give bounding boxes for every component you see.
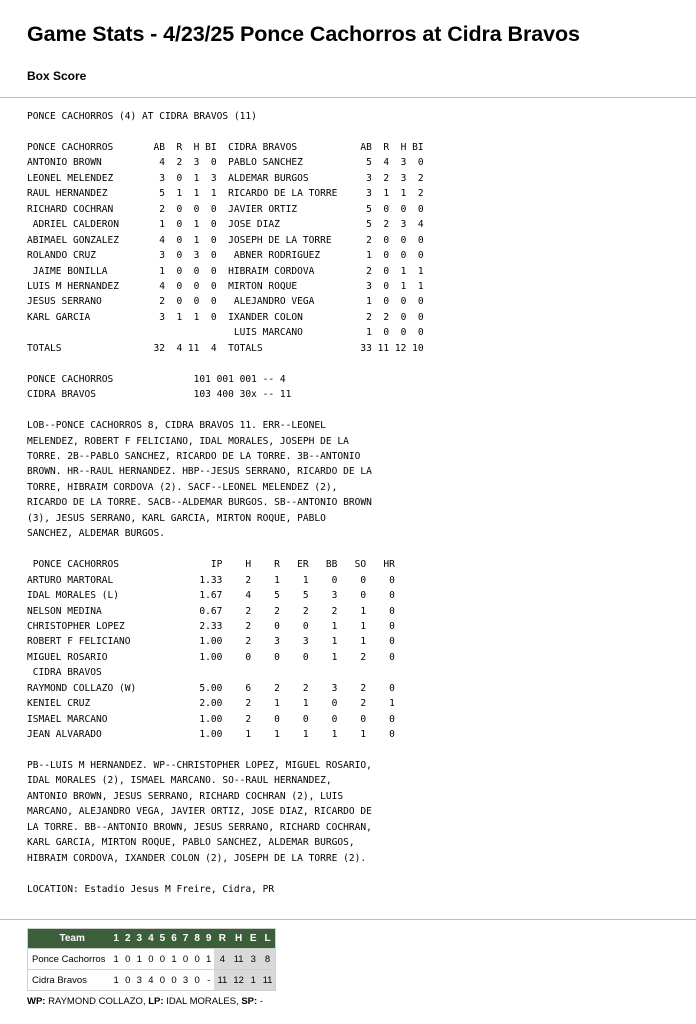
box-score-line: CIDRA BRAVOS 103 400 30x -- 11 xyxy=(27,389,292,401)
linescore-total-cell: 8 xyxy=(260,949,276,970)
linescore-header-cell: E xyxy=(247,929,260,949)
box-score-line: ANTONIO BROWN, JESUS SERRANO, RICHARD COCHRAN (2), LUIS xyxy=(27,790,344,802)
box-score-line: BROWN. HR--RAUL HERNANDEZ. HBP--JESUS SERRANO, RICARDO DE LA xyxy=(27,466,372,478)
linescore-total-cell: 11 xyxy=(214,970,230,991)
linescore-total-cell: 3 xyxy=(247,949,260,970)
wp-label: WP: xyxy=(27,996,46,1007)
linescore-header-cell: 5 xyxy=(157,929,169,949)
linescore-inning-cell: 0 xyxy=(122,970,134,991)
linescore-inning-cell: 4 xyxy=(145,970,157,991)
box-score-line: HIBRAIM CORDOVA, IXANDER COLON (2), JOSEPH DE LA TORRE (2). xyxy=(27,852,367,864)
box-score-line: TORRE, HIBRAIM CORDOVA (2). SACF--LEONEL MELENDEZ (2), xyxy=(27,481,338,493)
box-score-line: LA TORRE. BB--ANTONIO BROWN, JESUS SERRANO, RICHARD COCHRAN, xyxy=(27,821,372,833)
box-score-line: RICHARD COCHRAN 2 0 0 0 JAVIER ORTIZ 5 0 0 0 xyxy=(27,203,424,215)
linescore-inning-cell: 0 xyxy=(122,949,134,970)
top-divider xyxy=(0,97,696,98)
linescore-inning-cell: 0 xyxy=(145,949,157,970)
box-score-line: ROBERT F FELICIANO 1.00 2 3 3 1 1 0 xyxy=(27,636,395,648)
linescore-header-cell: H xyxy=(230,929,247,949)
box-score-line: IDAL MORALES (2), ISMAEL MARCANO. SO--RAUL HERNANDEZ, xyxy=(27,775,332,787)
pitcher-decisions xyxy=(27,996,263,1007)
box-score-line: MIGUEL ROSARIO 1.00 0 0 0 1 2 0 xyxy=(27,651,395,663)
box-score-line: SANCHEZ, ALDEMAR BURGOS. xyxy=(27,528,165,540)
box-score-line: PONCE CACHORROS IP H R ER BB SO HR xyxy=(27,559,395,571)
linescore-header-cell: 6 xyxy=(168,929,180,949)
linescore-inning-cell: 0 xyxy=(191,949,203,970)
linescore-total-cell: 4 xyxy=(214,949,230,970)
linescore-row xyxy=(28,970,276,991)
box-score-line: IDAL MORALES (L) 1.67 4 5 5 3 0 0 xyxy=(27,590,395,602)
box-score-line: JEAN ALVARADO 1.00 1 1 1 1 1 0 xyxy=(27,729,395,741)
linescore-team-name: Cidra Bravos xyxy=(28,970,111,991)
bottom-divider xyxy=(0,919,696,920)
linescore-inning-cell: - xyxy=(203,970,215,991)
box-score-line: PONCE CACHORROS AB R H BI CIDRA BRAVOS AB R H BI xyxy=(27,141,424,153)
box-score-line: ARTURO MARTORAL 1.33 2 1 1 0 0 0 xyxy=(27,574,395,586)
box-score-line: ANTONIO BROWN 4 2 3 0 PABLO SANCHEZ 5 4 3 0 xyxy=(27,157,424,169)
linescore-header-cell: L xyxy=(260,929,276,949)
box-score-line: LUIS M HERNANDEZ 4 0 0 0 MIRTON ROQUE 3 0 1 1 xyxy=(27,280,424,292)
page-title: Game Stats - 4/23/25 Ponce Cachorros at Cidra Bravos xyxy=(27,22,580,46)
linescore-inning-cell: 3 xyxy=(134,970,146,991)
box-score-line: RAUL HERNANDEZ 5 1 1 1 RICARDO DE LA TORRE 3 1 1 2 xyxy=(27,188,424,200)
linescore-header-cell: 3 xyxy=(134,929,146,949)
lp-label: LP: xyxy=(148,996,164,1007)
box-score-line: KARL GARCIA, MIRTON ROQUE, PABLO SANCHEZ, ALDEMAR BURGOS, xyxy=(27,837,355,849)
box-score-line: LUIS MARCANO 1 0 0 0 xyxy=(27,327,424,339)
linescore-total-cell: 11 xyxy=(230,949,247,970)
box-score-text xyxy=(27,109,424,897)
box-score-line: LEONEL MELENDEZ 3 0 1 3 ALDEMAR BURGOS 3 2 3 2 xyxy=(27,172,424,184)
linescore-inning-cell: 3 xyxy=(180,970,192,991)
linescore-header-cell: 2 xyxy=(122,929,134,949)
box-score-line: KENIEL CRUZ 2.00 2 1 1 0 2 1 xyxy=(27,698,395,710)
box-score-line: NELSON MEDINA 0.67 2 2 2 2 1 0 xyxy=(27,605,395,617)
box-score-line: LOCATION: Estadio Jesus M Freire, Cidra, PR xyxy=(27,883,275,895)
linescore-inning-cell: 0 xyxy=(157,970,169,991)
box-score-line: JESUS SERRANO 2 0 0 0 ALEJANDRO VEGA 1 0 0 0 xyxy=(27,296,424,308)
linescore-header-cell: 7 xyxy=(180,929,192,949)
linescore-total-cell: 1 xyxy=(247,970,260,991)
sp-label: SP: xyxy=(241,996,258,1007)
linescore-team-name: Ponce Cachorros xyxy=(28,949,111,970)
sp-value: - xyxy=(257,996,263,1007)
linescore-header-team: Team xyxy=(28,929,111,949)
box-score-line: ISMAEL MARCANO 1.00 2 0 0 0 0 0 xyxy=(27,713,395,725)
linescore-total-cell: 12 xyxy=(230,970,247,991)
linescore-header-cell: 8 xyxy=(191,929,203,949)
linescore-inning-cell: 0 xyxy=(191,970,203,991)
section-subtitle: Box Score xyxy=(27,69,87,83)
box-score-line: CHRISTOPHER LOPEZ 2.33 2 0 0 1 1 0 xyxy=(27,620,395,632)
box-score-line: KARL GARCIA 3 1 1 0 IXANDER COLON 2 2 0 0 xyxy=(27,311,424,323)
linescore-header-cell: 1 xyxy=(110,929,122,949)
box-score-line: (3), JESUS SERRANO, KARL GARCIA, MIRTON ROQUE, PABLO xyxy=(27,512,326,524)
box-score-line: JAIME BONILLA 1 0 0 0 HIBRAIM CORDOVA 2 0 1 1 xyxy=(27,265,424,277)
box-score-line: ROLANDO CRUZ 3 0 3 0 ABNER RODRIGUEZ 1 0 0 0 xyxy=(27,250,424,262)
linescore-table xyxy=(27,928,276,991)
box-score-line: CIDRA BRAVOS xyxy=(27,667,102,679)
linescore-row xyxy=(28,949,276,970)
linescore-header-cell: 9 xyxy=(203,929,215,949)
box-score-line: LOB--PONCE CACHORROS 8, CIDRA BRAVOS 11. ERR--LEONEL xyxy=(27,420,326,432)
box-score-line: RICARDO DE LA TORRE. SACB--ALDEMAR BURGOS. SB--ANTONIO BROWN xyxy=(27,497,372,509)
linescore-header-cell: R xyxy=(214,929,230,949)
linescore-inning-cell: 1 xyxy=(168,949,180,970)
box-score-line: PONCE CACHORROS (4) AT CIDRA BRAVOS (11) xyxy=(27,111,257,122)
box-score-line: ABIMAEL GONZALEZ 4 0 1 0 JOSEPH DE LA TORRE 2 0 0 0 xyxy=(27,234,424,246)
box-score-line: PONCE CACHORROS 101 001 001 -- 4 xyxy=(27,373,286,385)
linescore-inning-cell: 1 xyxy=(203,949,215,970)
linescore-inning-cell: 1 xyxy=(110,949,122,970)
box-score-line: MELENDEZ, ROBERT F FELICIANO, IDAL MORALES, JOSEPH DE LA xyxy=(27,435,349,447)
box-score-line: RAYMOND COLLAZO (W) 5.00 6 2 2 3 2 0 xyxy=(27,682,395,694)
box-score-line: MARCANO, ALEJANDRO VEGA, JAVIER ORTIZ, JOSE DIAZ, RICARDO DE xyxy=(27,806,372,818)
linescore-inning-cell: 0 xyxy=(168,970,180,991)
linescore-header-cell: 4 xyxy=(145,929,157,949)
linescore-total-cell: 11 xyxy=(260,970,276,991)
box-score-line: ADRIEL CALDERON 1 0 1 0 JOSE DIAZ 5 2 3 4 xyxy=(27,219,424,231)
linescore-inning-cell: 0 xyxy=(180,949,192,970)
wp-value: RAYMOND COLLAZO, xyxy=(45,996,149,1007)
box-score-line: TOTALS 32 4 11 4 TOTALS 33 11 12 10 xyxy=(27,342,424,354)
linescore-header-row xyxy=(28,929,276,949)
lp-value: IDAL MORALES, xyxy=(163,996,242,1007)
box-score-line: TORRE. 2B--PABLO SANCHEZ, RICARDO DE LA TORRE. 3B--ANTONIO xyxy=(27,450,361,462)
linescore-inning-cell: 1 xyxy=(134,949,146,970)
box-score-line: PB--LUIS M HERNANDEZ. WP--CHRISTOPHER LOPEZ, MIGUEL ROSARIO, xyxy=(27,760,372,772)
linescore-inning-cell: 1 xyxy=(110,970,122,991)
linescore-inning-cell: 0 xyxy=(157,949,169,970)
